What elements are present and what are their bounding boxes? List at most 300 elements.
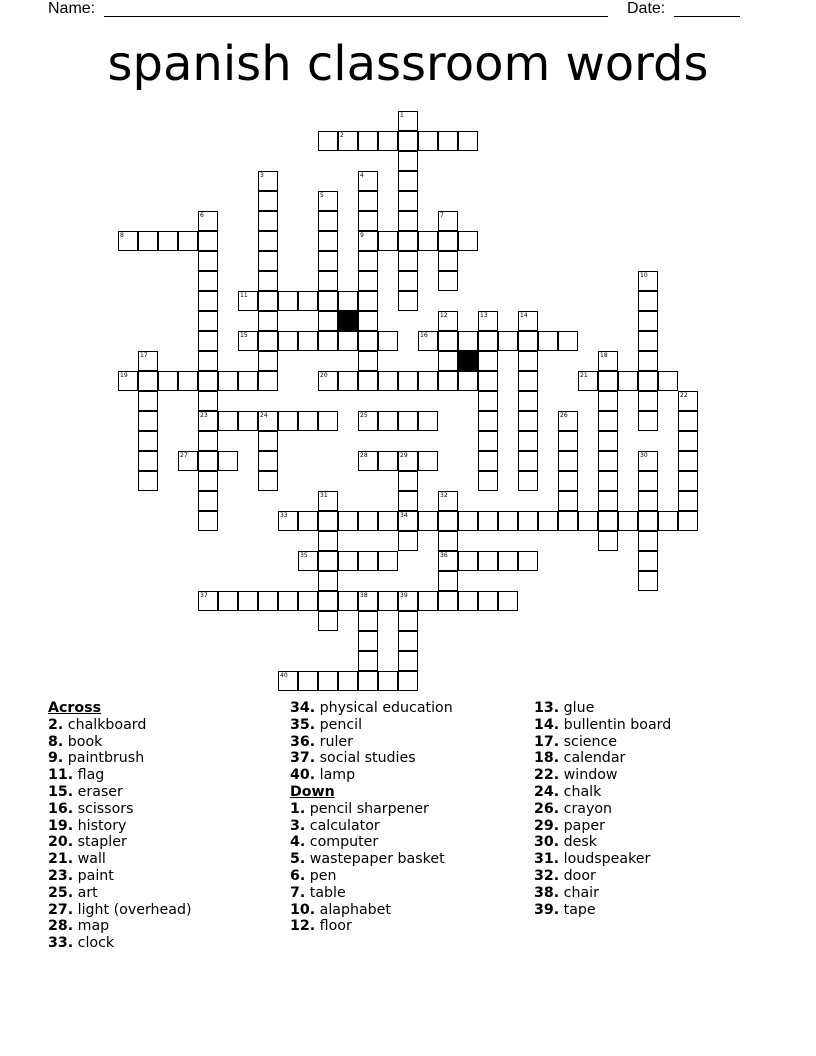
clue-number: 26	[560, 412, 568, 419]
crossword-cell[interactable]	[198, 431, 218, 451]
clue-number: 20	[320, 372, 328, 379]
crossword-cell[interactable]	[198, 471, 218, 491]
crossword-cell[interactable]	[518, 511, 538, 531]
crossword-cell[interactable]	[318, 571, 338, 591]
clue-column-2	[290, 700, 530, 935]
crossword-black-cell	[338, 311, 358, 331]
crossword-cell[interactable]	[238, 371, 258, 391]
clue-item-text: table	[305, 884, 346, 901]
clue-item-number: 22.	[534, 767, 560, 784]
crossword-cell[interactable]	[478, 591, 498, 611]
crossword-cell[interactable]	[438, 271, 458, 291]
crossword-cell[interactable]	[458, 331, 478, 351]
crossword-cell[interactable]	[658, 511, 678, 531]
crossword-cell[interactable]	[398, 631, 418, 651]
crossword-cell[interactable]	[298, 511, 318, 531]
clue-item-number: 3.	[290, 817, 306, 834]
clue-item-text: clock	[73, 935, 115, 952]
crossword-cell[interactable]	[358, 451, 378, 471]
clue-item	[290, 700, 530, 717]
crossword-cell[interactable]	[378, 231, 398, 251]
crossword-cell[interactable]	[258, 311, 278, 331]
crossword-cell[interactable]	[438, 531, 458, 551]
crossword-cell[interactable]	[438, 551, 458, 571]
crossword-cell[interactable]	[318, 371, 338, 391]
crossword-cell[interactable]	[678, 411, 698, 431]
clue-number: 19	[120, 372, 128, 379]
crossword-cell[interactable]	[638, 491, 658, 511]
clue-item	[48, 717, 278, 734]
clue-item-number: 12.	[290, 918, 316, 935]
clue-item-number: 32.	[534, 867, 560, 884]
crossword-cell[interactable]	[298, 411, 318, 431]
crossword-cell[interactable]	[178, 371, 198, 391]
crossword-cell[interactable]	[398, 231, 418, 251]
crossword-cell[interactable]	[478, 551, 498, 571]
crossword-cell[interactable]	[598, 531, 618, 551]
crossword-cell[interactable]	[478, 371, 498, 391]
clue-item	[290, 767, 530, 784]
crossword-cell[interactable]	[158, 231, 178, 251]
crossword-cell[interactable]	[638, 371, 658, 391]
crossword-cell[interactable]	[398, 171, 418, 191]
crossword-cell[interactable]	[318, 131, 338, 151]
crossword-cell[interactable]	[238, 291, 258, 311]
crossword-cell[interactable]	[458, 511, 478, 531]
crossword-cell[interactable]	[358, 651, 378, 671]
crossword-cell[interactable]	[138, 431, 158, 451]
crossword-cell[interactable]	[398, 471, 418, 491]
crossword-cell[interactable]	[318, 671, 338, 691]
crossword-cell[interactable]	[518, 391, 538, 411]
crossword-cell[interactable]	[138, 351, 158, 371]
crossword-cell[interactable]	[178, 451, 198, 471]
crossword-cell[interactable]	[118, 231, 138, 251]
crossword-cell[interactable]	[338, 591, 358, 611]
crossword-cell[interactable]	[518, 431, 538, 451]
crossword-cell[interactable]	[258, 451, 278, 471]
crossword-cell[interactable]	[258, 331, 278, 351]
crossword-cell[interactable]	[358, 351, 378, 371]
crossword-cell[interactable]	[438, 571, 458, 591]
crossword-cell[interactable]	[638, 511, 658, 531]
crossword-cell[interactable]	[298, 671, 318, 691]
crossword-cell[interactable]	[198, 451, 218, 471]
crossword-cell[interactable]	[358, 511, 378, 531]
clue-number: 25	[360, 412, 368, 419]
crossword-cell[interactable]	[558, 331, 578, 351]
crossword-cell[interactable]	[578, 371, 598, 391]
crossword-cell[interactable]	[318, 611, 338, 631]
crossword-cell[interactable]	[318, 211, 338, 231]
crossword-cell[interactable]	[418, 511, 438, 531]
crossword-cell[interactable]	[198, 591, 218, 611]
crossword-cell[interactable]	[378, 451, 398, 471]
clue-number: 32	[440, 492, 448, 499]
crossword-cell[interactable]	[398, 511, 418, 531]
crossword-cell[interactable]	[298, 331, 318, 351]
crossword-cell[interactable]	[338, 291, 358, 311]
crossword-cell[interactable]	[358, 591, 378, 611]
crossword-cell[interactable]	[458, 231, 478, 251]
crossword-cell[interactable]	[678, 451, 698, 471]
crossword-cell[interactable]	[438, 351, 458, 371]
crossword-cell[interactable]	[318, 231, 338, 251]
crossword-cell[interactable]	[258, 211, 278, 231]
crossword-cell[interactable]	[318, 491, 338, 511]
clue-item-number: 10.	[290, 901, 316, 918]
crossword-cell[interactable]	[418, 451, 438, 471]
crossword-cell[interactable]	[578, 511, 598, 531]
crossword-cell[interactable]	[618, 371, 638, 391]
crossword-cell[interactable]	[518, 471, 538, 491]
clue-item-text: computer	[305, 834, 379, 851]
clue-item-text: pen	[305, 867, 337, 884]
crossword-cell[interactable]	[478, 511, 498, 531]
crossword-cell[interactable]	[418, 371, 438, 391]
crossword-cell[interactable]	[638, 451, 658, 471]
crossword-cell[interactable]	[358, 131, 378, 151]
crossword-cell[interactable]	[338, 671, 358, 691]
crossword-cell[interactable]	[138, 391, 158, 411]
crossword-cell[interactable]	[398, 371, 418, 391]
crossword-cell[interactable]	[458, 551, 478, 571]
crossword-cell[interactable]	[398, 111, 418, 131]
crossword-cell[interactable]	[598, 491, 618, 511]
crossword-cell[interactable]	[318, 411, 338, 431]
clue-item	[290, 734, 530, 751]
crossword-cell[interactable]	[558, 451, 578, 471]
clue-item-number: 21.	[48, 851, 74, 868]
crossword-cell[interactable]	[498, 511, 518, 531]
crossword-cell[interactable]	[638, 291, 658, 311]
crossword-cell[interactable]	[638, 531, 658, 551]
crossword-cell[interactable]	[258, 591, 278, 611]
clue-item-text: social studies	[315, 750, 416, 767]
crossword-cell[interactable]	[318, 271, 338, 291]
crossword-cell[interactable]	[338, 511, 358, 531]
crossword-cell[interactable]	[258, 431, 278, 451]
crossword-cell[interactable]	[238, 411, 258, 431]
crossword-cell[interactable]	[418, 591, 438, 611]
crossword-cell[interactable]	[198, 311, 218, 331]
crossword-cell[interactable]	[398, 531, 418, 551]
crossword-cell[interactable]	[358, 271, 378, 291]
crossword-cell[interactable]	[318, 251, 338, 271]
crossword-cell[interactable]	[198, 231, 218, 251]
crossword-cell[interactable]	[118, 371, 138, 391]
crossword-cell[interactable]	[358, 331, 378, 351]
crossword-cell[interactable]	[358, 211, 378, 231]
crossword-cell[interactable]	[538, 331, 558, 351]
crossword-cell[interactable]	[598, 391, 618, 411]
crossword-cell[interactable]	[438, 491, 458, 511]
crossword-cell[interactable]	[558, 471, 578, 491]
clue-item-number: 20.	[48, 834, 74, 851]
crossword-cell[interactable]	[358, 611, 378, 631]
crossword-cell[interactable]	[178, 231, 198, 251]
crossword-cell[interactable]	[398, 251, 418, 271]
crossword-cell[interactable]	[218, 451, 238, 471]
crossword-cell[interactable]	[138, 411, 158, 431]
crossword-cell[interactable]	[218, 371, 238, 391]
crossword-cell[interactable]	[678, 511, 698, 531]
crossword-cell[interactable]	[598, 471, 618, 491]
clue-item-number: 28.	[48, 918, 74, 935]
crossword-cell[interactable]	[198, 291, 218, 311]
crossword-cell[interactable]	[318, 331, 338, 351]
crossword-cell[interactable]	[358, 671, 378, 691]
crossword-cell[interactable]	[198, 351, 218, 371]
crossword-cell[interactable]	[638, 311, 658, 331]
crossword-cell[interactable]	[398, 491, 418, 511]
crossword-cell[interactable]	[518, 411, 538, 431]
crossword-cell[interactable]	[638, 351, 658, 371]
clue-column-1	[48, 700, 278, 952]
crossword-cell[interactable]	[318, 551, 338, 571]
crossword-cell[interactable]	[438, 511, 458, 531]
crossword-cell[interactable]	[678, 391, 698, 411]
crossword-cell[interactable]	[478, 471, 498, 491]
crossword-cell[interactable]	[238, 591, 258, 611]
clue-item-number: 36.	[290, 733, 316, 750]
crossword-cell[interactable]	[398, 651, 418, 671]
crossword-cell[interactable]	[438, 311, 458, 331]
crossword-cell[interactable]	[258, 371, 278, 391]
crossword-cell[interactable]	[398, 271, 418, 291]
crossword-cell[interactable]	[278, 331, 298, 351]
crossword-cell[interactable]	[598, 511, 618, 531]
crossword-cell[interactable]	[378, 511, 398, 531]
crossword-cell[interactable]	[418, 131, 438, 151]
clue-item-text: paper	[559, 817, 605, 834]
crossword-cell[interactable]	[398, 291, 418, 311]
crossword-cell[interactable]	[558, 511, 578, 531]
crossword-cell[interactable]	[638, 391, 658, 411]
crossword-cell[interactable]	[378, 371, 398, 391]
clue-number: 21	[580, 372, 588, 379]
crossword-black-cell	[458, 351, 478, 371]
crossword-cell[interactable]	[358, 631, 378, 651]
crossword-cell[interactable]	[598, 371, 618, 391]
crossword-cell[interactable]	[358, 231, 378, 251]
crossword-cell[interactable]	[318, 291, 338, 311]
crossword-cell[interactable]	[338, 131, 358, 151]
crossword-cell[interactable]	[198, 511, 218, 531]
crossword-cell[interactable]	[558, 431, 578, 451]
clue-item	[534, 801, 774, 818]
crossword-cell[interactable]	[438, 131, 458, 151]
crossword-cell[interactable]	[138, 231, 158, 251]
clue-item-number: 1.	[290, 800, 306, 817]
crossword-cell[interactable]	[478, 451, 498, 471]
crossword-cell[interactable]	[538, 511, 558, 531]
crossword-cell[interactable]	[598, 411, 618, 431]
clue-number: 36	[440, 552, 448, 559]
clue-item	[290, 717, 530, 734]
crossword-cell[interactable]	[438, 371, 458, 391]
crossword-cell[interactable]	[598, 351, 618, 371]
crossword-cell[interactable]	[158, 371, 178, 391]
crossword-cell[interactable]	[338, 551, 358, 571]
crossword-cell[interactable]	[318, 591, 338, 611]
crossword-cell[interactable]	[278, 671, 298, 691]
crossword-cell[interactable]	[398, 211, 418, 231]
clue-item	[290, 885, 530, 902]
crossword-cell[interactable]	[378, 411, 398, 431]
clue-item	[534, 700, 774, 717]
crossword-cell[interactable]	[358, 551, 378, 571]
crossword-cell[interactable]	[638, 331, 658, 351]
crossword-cell[interactable]	[378, 131, 398, 151]
crossword-cell[interactable]	[558, 411, 578, 431]
crossword-cell[interactable]	[198, 271, 218, 291]
crossword-cell[interactable]	[198, 211, 218, 231]
crossword-cell[interactable]	[318, 191, 338, 211]
crossword-cell[interactable]	[678, 491, 698, 511]
crossword-cell[interactable]	[258, 351, 278, 371]
crossword-cell[interactable]	[218, 411, 238, 431]
crossword-cell[interactable]	[458, 371, 478, 391]
crossword-cell[interactable]	[458, 131, 478, 151]
crossword-cell[interactable]	[638, 271, 658, 291]
crossword-cell[interactable]	[418, 231, 438, 251]
crossword-cell[interactable]	[558, 491, 578, 511]
clue-number: 23	[200, 412, 208, 419]
crossword-cell[interactable]	[598, 451, 618, 471]
crossword-cell[interactable]	[478, 331, 498, 351]
crossword-cell[interactable]	[678, 431, 698, 451]
clue-number: 24	[260, 412, 268, 419]
crossword-cell[interactable]	[438, 211, 458, 231]
crossword-cell[interactable]	[398, 451, 418, 471]
crossword-cell[interactable]	[418, 331, 438, 351]
crossword-cell[interactable]	[378, 331, 398, 351]
crossword-cell[interactable]	[478, 411, 498, 431]
crossword-cell[interactable]	[278, 411, 298, 431]
crossword-cell[interactable]	[638, 571, 658, 591]
crossword-cell[interactable]	[518, 351, 538, 371]
crossword-cell[interactable]	[398, 591, 418, 611]
crossword-cell[interactable]	[598, 431, 618, 451]
crossword-cell[interactable]	[398, 671, 418, 691]
clue-item	[534, 717, 774, 734]
clue-item-number: 29.	[534, 817, 560, 834]
crossword-cell[interactable]	[378, 671, 398, 691]
crossword-cell[interactable]	[398, 131, 418, 151]
crossword-cell[interactable]	[518, 551, 538, 571]
crossword-cell[interactable]	[358, 371, 378, 391]
crossword-cell[interactable]	[638, 551, 658, 571]
crossword-cell[interactable]	[258, 271, 278, 291]
crossword-cell[interactable]	[318, 311, 338, 331]
crossword-cell[interactable]	[358, 411, 378, 431]
crossword-cell[interactable]	[338, 371, 358, 391]
crossword-cell[interactable]	[318, 511, 338, 531]
crossword-cell[interactable]	[278, 591, 298, 611]
clue-number: 34	[400, 512, 408, 519]
crossword-cell[interactable]	[198, 251, 218, 271]
crossword-cell[interactable]	[198, 491, 218, 511]
crossword-cell[interactable]	[318, 531, 338, 551]
crossword-cell[interactable]	[298, 551, 318, 571]
crossword-cell[interactable]	[198, 411, 218, 431]
crossword-cell[interactable]	[678, 471, 698, 491]
crossword-cell[interactable]	[258, 191, 278, 211]
crossword-cell[interactable]	[518, 311, 538, 331]
crossword-cell[interactable]	[198, 371, 218, 391]
crossword-cell[interactable]	[478, 391, 498, 411]
crossword-cell[interactable]	[398, 411, 418, 431]
crossword-cell[interactable]	[238, 331, 258, 351]
crossword-cell[interactable]	[138, 451, 158, 471]
crossword-cell[interactable]	[638, 411, 658, 431]
crossword-cell[interactable]	[338, 331, 358, 351]
crossword-cell[interactable]	[378, 551, 398, 571]
crossword-cell[interactable]	[658, 371, 678, 391]
crossword-cell[interactable]	[438, 251, 458, 271]
crossword-cell[interactable]	[398, 611, 418, 631]
clue-item-number: 33.	[48, 935, 74, 952]
crossword-cell[interactable]	[438, 231, 458, 251]
down-heading: Down	[290, 783, 335, 800]
crossword-cell[interactable]	[398, 191, 418, 211]
crossword-cell[interactable]	[258, 231, 278, 251]
crossword-cell[interactable]	[358, 191, 378, 211]
crossword-cell[interactable]	[498, 331, 518, 351]
crossword-cell[interactable]	[258, 171, 278, 191]
crossword-cell[interactable]	[498, 591, 518, 611]
crossword-cell[interactable]	[518, 371, 538, 391]
crossword-cell[interactable]	[278, 511, 298, 531]
crossword-cell[interactable]	[438, 331, 458, 351]
clue-item-number: 15.	[48, 783, 74, 800]
crossword-cell[interactable]	[358, 291, 378, 311]
clue-item	[290, 851, 530, 868]
crossword-cell[interactable]	[138, 471, 158, 491]
crossword-cell[interactable]	[278, 291, 298, 311]
crossword-cell[interactable]	[198, 391, 218, 411]
clue-item	[534, 750, 774, 767]
crossword-cell[interactable]	[298, 591, 318, 611]
crossword-cell[interactable]	[218, 591, 238, 611]
crossword-cell[interactable]	[258, 471, 278, 491]
crossword-cell[interactable]	[258, 291, 278, 311]
crossword-cell[interactable]	[518, 451, 538, 471]
crossword-cell[interactable]	[418, 411, 438, 431]
crossword-cell[interactable]	[258, 411, 278, 431]
crossword-cell[interactable]	[358, 311, 378, 331]
crossword-cell[interactable]	[138, 371, 158, 391]
crossword-cell[interactable]	[478, 351, 498, 371]
crossword-cell[interactable]	[358, 251, 378, 271]
crossword-cell[interactable]	[398, 151, 418, 171]
crossword-cell[interactable]	[358, 171, 378, 191]
crossword-cell[interactable]	[618, 511, 638, 531]
crossword-cell[interactable]	[378, 591, 398, 611]
crossword-cell[interactable]	[298, 291, 318, 311]
crossword-cell[interactable]	[478, 431, 498, 451]
crossword-cell[interactable]	[498, 551, 518, 571]
clue-item	[534, 851, 774, 868]
crossword-cell[interactable]	[458, 591, 478, 611]
crossword-cell[interactable]	[638, 471, 658, 491]
crossword-cell[interactable]	[258, 251, 278, 271]
crossword-cell[interactable]	[518, 331, 538, 351]
crossword-cell[interactable]	[198, 331, 218, 351]
crossword-cell[interactable]	[478, 311, 498, 331]
crossword-cell[interactable]	[438, 591, 458, 611]
